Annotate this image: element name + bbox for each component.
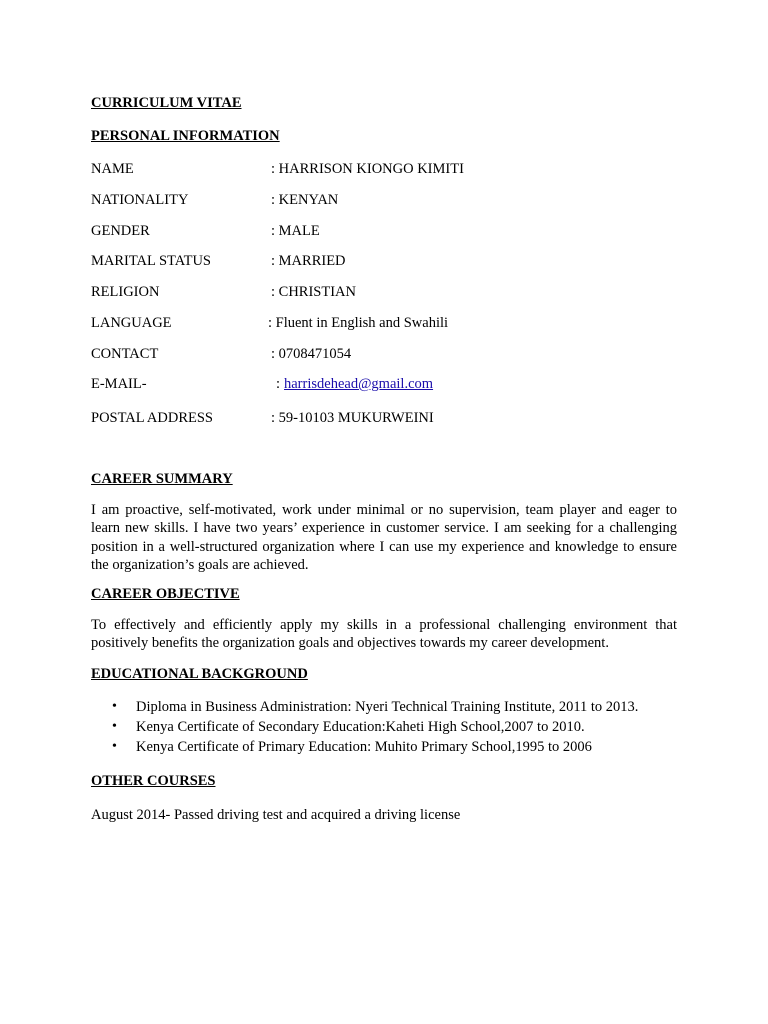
gender-label: GENDER <box>91 223 150 239</box>
language-value: : Fluent in English and Swahili <box>268 315 449 331</box>
bullet-marker: • <box>112 739 117 754</box>
contact-label: CONTACT <box>91 346 159 362</box>
marital-status-value: : MARRIED <box>271 253 346 269</box>
other-courses-heading: OTHER COURSES <box>91 773 216 789</box>
career-summary-heading: CAREER SUMMARY <box>91 471 233 487</box>
education-item: Diploma in Business Administration: Nyeri Technical Training Institute, 2011 to 2013. <box>136 699 639 715</box>
name-value: : HARRISON KIONGO KIMITI <box>271 161 464 177</box>
postal-address-label: POSTAL ADDRESS <box>91 410 213 426</box>
personal-information-heading: PERSONAL INFORMATION <box>91 128 280 144</box>
postal-address-value: : 59-10103 MUKURWEINI <box>271 410 434 426</box>
marital-status-label: MARITAL STATUS <box>91 253 211 269</box>
education-item: Kenya Certificate of Primary Education: Muhito Primary School,1995 to 2006 <box>136 739 592 755</box>
career-summary-text: I am proactive, self-motivated, work under minimal or no supervision, team player and eager to learn new skills. I have two years’ experience in customer service. I am seeking for a challenging position in a well-structured organization where I can use my experience and knowledge to ensure the organization’s goals are achieved. <box>91 502 677 573</box>
educational-background-heading: EDUCATIONAL BACKGROUND <box>91 666 308 682</box>
gender-value: : MALE <box>271 223 320 239</box>
name-label: NAME <box>91 161 134 177</box>
language-label: LANGUAGE <box>91 315 172 331</box>
email-colon: : <box>276 376 281 392</box>
nationality-value: : KENYAN <box>271 192 339 208</box>
other-courses-text: August 2014- Passed driving test and acquired a driving license <box>91 807 461 823</box>
career-objective-text: To effectively and efficiently apply my skills in a professional challenging environment that positively benefits the organization goals and objectives towards my career development. <box>91 617 677 652</box>
contact-value: : 0708471054 <box>271 346 352 362</box>
email-link[interactable]: harrisdehead@gmail.com <box>284 376 434 392</box>
document-title: CURRICULUM VITAE <box>91 95 242 111</box>
nationality-label: NATIONALITY <box>91 192 189 208</box>
bullet-marker: • <box>112 719 117 734</box>
email-label: E-MAIL- <box>91 376 147 392</box>
religion-value: : CHRISTIAN <box>271 284 356 300</box>
religion-label: RELIGION <box>91 284 160 300</box>
education-item: Kenya Certificate of Secondary Education:Kaheti High School,2007 to 2010. <box>136 719 585 735</box>
bullet-marker: • <box>112 699 117 714</box>
career-objective-heading: CAREER OBJECTIVE <box>91 586 240 602</box>
